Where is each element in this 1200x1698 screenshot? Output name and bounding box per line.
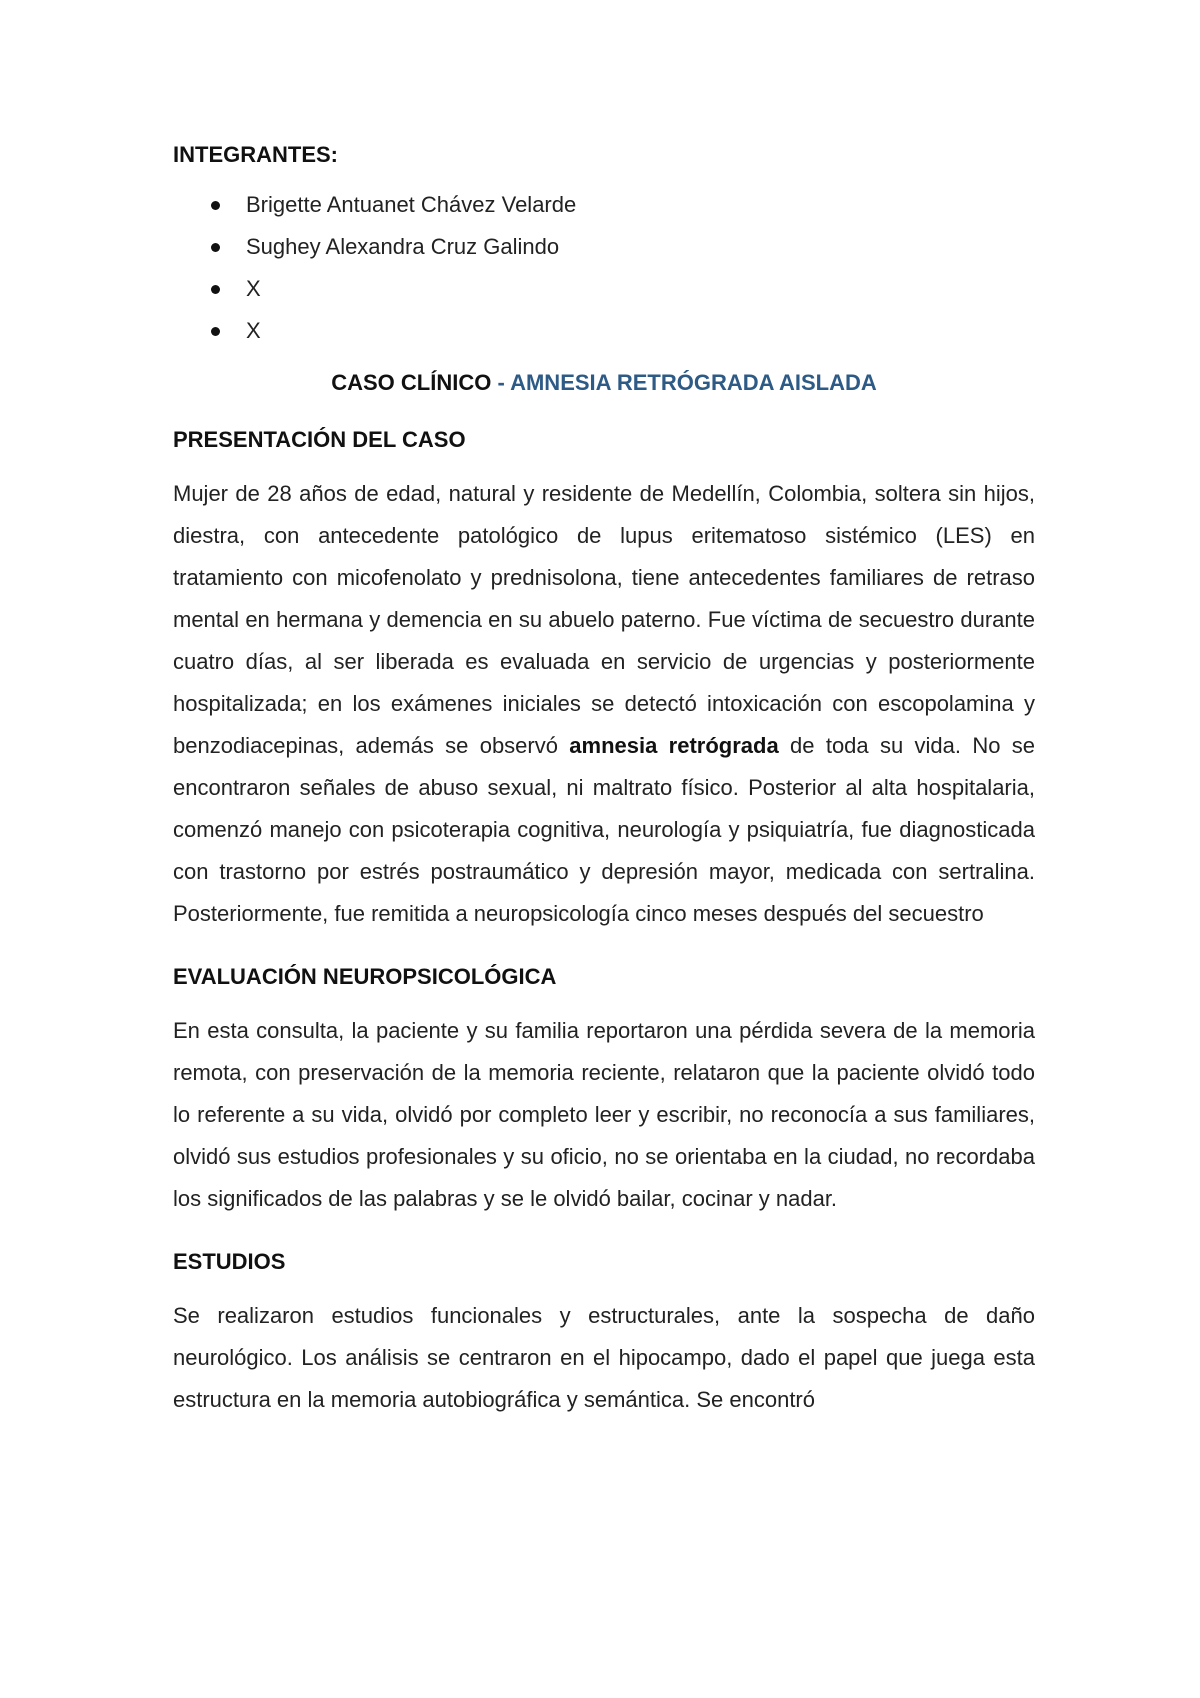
presentation-text-before: Mujer de 28 años de edad, natural y residente de Medellín, Colombia, soltera sin hijos, diestra, con antecedente patológico de lupus eritematoso sistémico (LES) en tratamiento con micofenolato y prednisolona, tiene antecedentes familiares de retraso mental en hermana y demencia en su abuelo paterno. Fue víctima de secuestro durante cuatro días, al ser liberada es evaluada en servicio de urgencias y posteriormente hospitalizada; en los exámenes iniciales se detectó intoxicación con escopolamina y benzodiacepinas, además se observó <box>173 481 1035 758</box>
members-list <box>173 184 1035 352</box>
bullet-icon <box>211 285 220 294</box>
presentation-paragraph <box>173 473 1035 935</box>
document-page <box>173 140 1035 1421</box>
studies-paragraph: Se realizaron estudios funcionales y estructurales, ante la sospecha de daño neurológico. Los análisis se centraron en el hipocampo, dado el papel que juega esta estructura en la memoria autobiográfica y semántica. Se encontró <box>173 1303 1035 1412</box>
presentation-heading: PRESENTACIÓN DEL CASO <box>173 427 466 452</box>
list-item <box>173 184 1035 226</box>
member-name: Sughey Alexandra Cruz Galindo <box>246 234 560 259</box>
presentation-text-bold: amnesia retrógrada <box>569 733 779 758</box>
bullet-icon <box>211 327 220 336</box>
case-title-prefix: CASO CLÍNICO <box>331 370 498 395</box>
member-name: X <box>246 276 261 301</box>
studies-heading: ESTUDIOS <box>173 1249 286 1274</box>
evaluation-paragraph: En esta consulta, la paciente y su familia reportaron una pérdida severa de la memoria remota, con preservación de la memoria reciente, relataron que la paciente olvidó todo lo referente a su vida, olvidó por completo leer y escribir, no reconocía a sus familiares, olvidó sus estudios profesionales y su oficio, no se orientaba en la ciudad, no recordaba los significados de las palabras y se le olvidó bailar, cocinar y nadar. <box>173 1018 1035 1211</box>
presentation-text-after: de toda su vida. No se encontraron señales de abuso sexual, ni maltrato físico. Posterior al alta hospitalaria, comenzó manejo con psicoterapia cognitiva, neurología y psiquiatría, fue diagnosticada con trastorno por estrés postraumático y depresión mayor, medicada con sertralina. Posteriormente, fue remitida a neuropsicología cinco meses después del secuestro <box>173 733 1035 926</box>
bullet-icon <box>211 201 220 210</box>
evaluation-heading: EVALUACIÓN NEUROPSICOLÓGICA <box>173 964 557 989</box>
bullet-icon <box>211 243 220 252</box>
list-item <box>173 268 1035 310</box>
list-item <box>173 226 1035 268</box>
list-item <box>173 310 1035 352</box>
member-name: Brigette Antuanet Chávez Velarde <box>246 192 577 217</box>
case-title-accent: - AMNESIA RETRÓGRADA AISLADA <box>497 370 877 395</box>
members-heading: INTEGRANTES: <box>173 142 338 167</box>
case-title <box>173 368 1035 398</box>
member-name: X <box>246 318 261 343</box>
